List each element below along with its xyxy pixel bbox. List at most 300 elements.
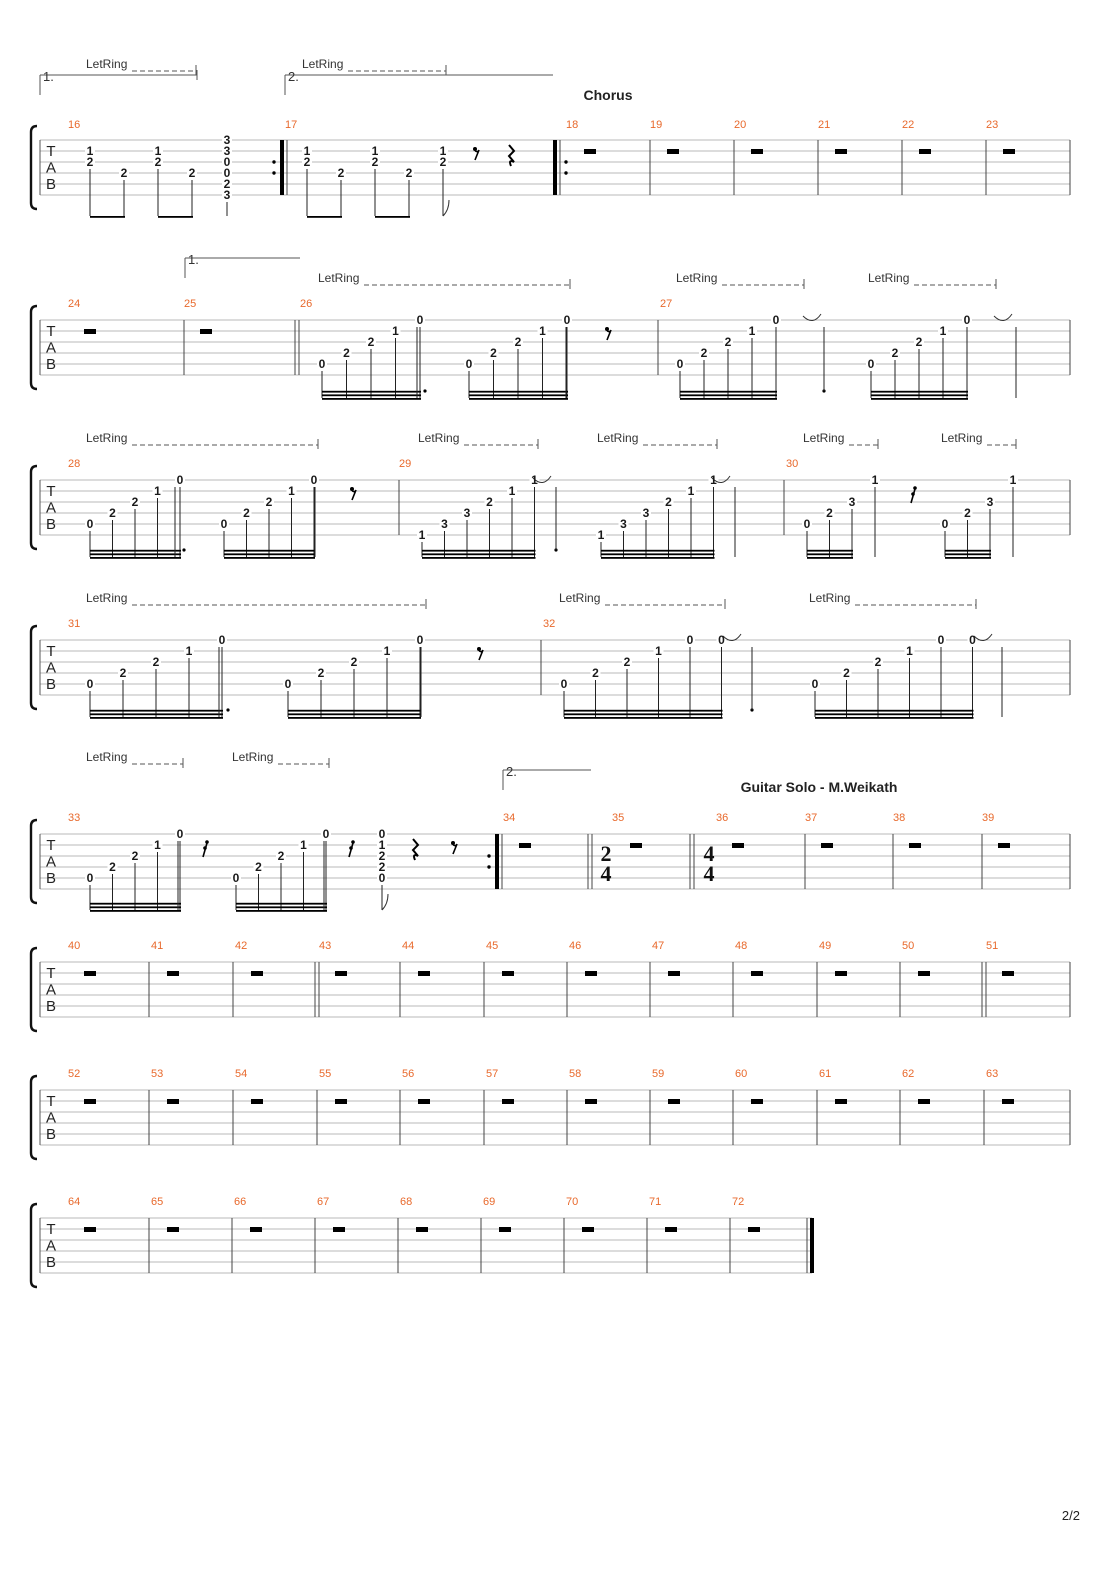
fret-number: 2 bbox=[243, 506, 250, 520]
fret-number: 2 bbox=[724, 335, 732, 349]
measure-number: 47 bbox=[652, 940, 665, 952]
let-ring-label: LetRing bbox=[559, 591, 601, 605]
system-bracket bbox=[31, 948, 37, 1031]
fret-number: 1 bbox=[86, 144, 94, 158]
fret-number: 0 bbox=[220, 517, 228, 531]
fret-number: 0 bbox=[718, 633, 725, 647]
eighth-beam bbox=[90, 216, 125, 218]
whole-rest bbox=[502, 1099, 514, 1104]
fret-number: 0 bbox=[310, 473, 318, 487]
sixteenth-beam bbox=[601, 557, 715, 559]
sixteenth-beam bbox=[90, 910, 181, 912]
final-barline-thick bbox=[810, 1218, 814, 1273]
measure-number: 61 bbox=[819, 1068, 832, 1080]
sixteenth-beam bbox=[288, 717, 421, 719]
fret-number: 2 bbox=[964, 506, 971, 520]
repeat-dot bbox=[564, 160, 567, 163]
sixteenth-beam bbox=[945, 553, 991, 555]
fret-number: 0 bbox=[86, 517, 94, 531]
sixteenth-beam bbox=[469, 391, 568, 393]
fret-number: 1 bbox=[687, 484, 695, 498]
sixteenth-beam bbox=[224, 550, 315, 552]
system-bracket bbox=[31, 820, 37, 903]
whole-rest bbox=[1002, 971, 1014, 976]
measure-number: 70 bbox=[566, 1196, 579, 1208]
sixteenth-beam bbox=[601, 553, 715, 555]
fret-number: 2 bbox=[154, 155, 162, 169]
measure-number: 60 bbox=[735, 1068, 748, 1080]
sixteenth-beam bbox=[236, 910, 327, 912]
fret-number: 0 bbox=[811, 677, 819, 691]
fret-number: 2 bbox=[874, 655, 882, 669]
whole-rest bbox=[1002, 1099, 1014, 1104]
fret-number: 1 bbox=[710, 473, 717, 487]
sixteenth-rest-head bbox=[349, 846, 353, 850]
sixteenth-beam bbox=[322, 391, 421, 393]
measure-number: 52 bbox=[68, 1068, 81, 1080]
fret-number: 1 bbox=[383, 644, 391, 658]
let-ring-label: LetRing bbox=[86, 750, 128, 764]
sixteenth-beam bbox=[224, 553, 315, 555]
volta-number: 2. bbox=[288, 69, 299, 84]
fret-number: 0 bbox=[284, 677, 292, 691]
sixteenth-beam bbox=[469, 394, 568, 396]
whole-rest bbox=[1003, 149, 1015, 154]
tab-letter-b: B bbox=[45, 870, 57, 887]
measure-number: 30 bbox=[786, 458, 799, 470]
fret-number: 1 bbox=[906, 644, 913, 658]
measure-number: 34 bbox=[503, 812, 516, 824]
whole-rest bbox=[333, 1227, 345, 1232]
fret-number: 0 bbox=[867, 357, 875, 371]
tab-letter-a: A bbox=[45, 1237, 57, 1255]
measure-number: 24 bbox=[68, 298, 81, 310]
measure-number: 54 bbox=[235, 1068, 248, 1080]
repeat-dot bbox=[487, 854, 490, 857]
let-ring-label: LetRing bbox=[868, 271, 910, 285]
sixteenth-beam bbox=[815, 717, 974, 719]
let-ring-label: LetRing bbox=[318, 271, 360, 285]
sixteenth-beam bbox=[90, 710, 223, 712]
system-bracket bbox=[31, 1204, 37, 1287]
fret-number: 3 bbox=[223, 188, 231, 202]
fret-number: 0 bbox=[318, 357, 326, 371]
fret-number: 2 bbox=[109, 860, 116, 874]
fret-number: 0 bbox=[963, 313, 971, 327]
repeat-end-barline bbox=[280, 140, 284, 195]
tab-letter-b: B bbox=[45, 516, 57, 533]
tab-letter-b: B bbox=[45, 1254, 57, 1271]
fret-number: 2 bbox=[350, 655, 358, 669]
tab-letter-t: T bbox=[46, 965, 56, 982]
fret-number: 2 bbox=[514, 335, 522, 349]
whole-rest bbox=[167, 1099, 179, 1104]
system-bracket bbox=[31, 466, 37, 549]
fret-number: 1 bbox=[154, 838, 161, 852]
whole-rest bbox=[335, 1099, 347, 1104]
whole-rest bbox=[918, 971, 930, 976]
fret-number: 2 bbox=[255, 860, 262, 874]
repeat-dot bbox=[564, 171, 567, 174]
sixteenth-rest-head bbox=[351, 840, 355, 844]
measure-number: 66 bbox=[234, 1196, 247, 1208]
sixteenth-beam bbox=[288, 713, 421, 715]
fret-number: 2 bbox=[623, 655, 631, 669]
whole-rest bbox=[732, 843, 744, 848]
measure-number: 25 bbox=[184, 298, 197, 310]
sixteenth-beam bbox=[680, 391, 777, 393]
tab-letter-a: A bbox=[45, 853, 57, 871]
system-bracket bbox=[31, 306, 37, 389]
fret-number: 1 bbox=[539, 324, 546, 338]
time-signature-numerator: 4 bbox=[703, 841, 715, 866]
eighth-rest-head bbox=[350, 487, 354, 491]
let-ring-label: LetRing bbox=[418, 431, 460, 445]
sixteenth-beam bbox=[422, 550, 536, 552]
eighth-rest-head bbox=[477, 647, 481, 651]
fret-number: 0 bbox=[969, 633, 976, 647]
whole-rest bbox=[909, 843, 921, 848]
measure-number: 49 bbox=[819, 940, 832, 952]
fret-number: 1 bbox=[871, 473, 879, 487]
let-ring-label: LetRing bbox=[302, 57, 344, 71]
fret-number: 1 bbox=[154, 144, 162, 158]
measure-number: 28 bbox=[68, 458, 81, 470]
measure-number: 40 bbox=[68, 940, 81, 952]
system-bracket bbox=[31, 626, 37, 709]
tab-letter-a: A bbox=[45, 339, 57, 357]
fret-number: 2 bbox=[592, 666, 599, 680]
whole-rest bbox=[919, 149, 931, 154]
whole-rest bbox=[585, 971, 597, 976]
fret-number: 3 bbox=[986, 495, 994, 509]
measure-number: 37 bbox=[805, 812, 818, 824]
eighth-beam bbox=[307, 216, 342, 218]
fret-number: 2 bbox=[265, 495, 273, 509]
whole-rest bbox=[748, 1227, 760, 1232]
measure-number: 64 bbox=[68, 1196, 81, 1208]
whole-rest bbox=[250, 1227, 262, 1232]
whole-rest bbox=[821, 843, 833, 848]
sixteenth-beam bbox=[601, 550, 715, 552]
sixteenth-beam bbox=[90, 553, 181, 555]
fret-number: 0 bbox=[223, 166, 231, 180]
sixteenth-beam bbox=[90, 717, 223, 719]
whole-rest bbox=[84, 971, 96, 976]
whole-rest bbox=[84, 329, 96, 334]
whole-rest bbox=[200, 329, 212, 334]
measure-number: 21 bbox=[818, 119, 831, 131]
fret-number: 1 bbox=[748, 324, 756, 338]
whole-rest bbox=[251, 971, 263, 976]
measure-number: 32 bbox=[543, 618, 556, 630]
fret-number: 2 bbox=[378, 849, 386, 863]
sixteenth-beam bbox=[422, 557, 536, 559]
fret-number: 2 bbox=[120, 166, 128, 180]
fret-number: 1 bbox=[1009, 473, 1017, 487]
whole-rest bbox=[167, 971, 179, 976]
fret-number: 2 bbox=[891, 346, 899, 360]
measure-number: 53 bbox=[151, 1068, 164, 1080]
whole-rest bbox=[519, 843, 531, 848]
sixteenth-beam bbox=[680, 394, 777, 396]
tab-letter-b: B bbox=[45, 676, 57, 693]
tab-letter-b: B bbox=[45, 176, 57, 193]
tab-letter-a: A bbox=[45, 159, 57, 177]
sixteenth-beam bbox=[815, 710, 974, 712]
fret-number: 0 bbox=[223, 155, 231, 169]
measure-number: 62 bbox=[902, 1068, 915, 1080]
measure-number: 18 bbox=[566, 119, 579, 131]
fret-number: 0 bbox=[176, 827, 184, 841]
sixteenth-beam bbox=[871, 391, 968, 393]
tab-letter-a: A bbox=[45, 659, 57, 677]
sixteenth-beam bbox=[224, 557, 315, 559]
sixteenth-beam bbox=[945, 550, 991, 552]
measure-number: 36 bbox=[716, 812, 729, 824]
whole-rest bbox=[751, 1099, 763, 1104]
fret-number: 2 bbox=[915, 335, 923, 349]
measure-number: 26 bbox=[300, 298, 313, 310]
sixteenth-beam bbox=[815, 713, 974, 715]
fret-number: 2 bbox=[119, 666, 127, 680]
whole-rest bbox=[585, 1099, 597, 1104]
eighth-beam bbox=[158, 216, 193, 218]
fret-number: 3 bbox=[223, 144, 231, 158]
measure-number: 67 bbox=[317, 1196, 330, 1208]
time-signature-denominator: 4 bbox=[600, 861, 612, 886]
augmentation-dot bbox=[226, 708, 229, 711]
fret-number: 1 bbox=[288, 484, 295, 498]
fret-number: 2 bbox=[131, 849, 139, 863]
whole-rest bbox=[167, 1227, 179, 1232]
sixteenth-beam bbox=[564, 717, 723, 719]
augmentation-dot bbox=[182, 548, 185, 551]
fret-number: 1 bbox=[418, 528, 426, 542]
whole-rest bbox=[667, 149, 679, 154]
volta-number: 1. bbox=[43, 69, 54, 84]
fret-number: 0 bbox=[465, 357, 473, 371]
fret-number: 1 bbox=[531, 473, 538, 487]
fret-number: 2 bbox=[405, 166, 413, 180]
fret-number: 1 bbox=[303, 144, 311, 158]
note-flag bbox=[443, 200, 449, 216]
measure-number: 23 bbox=[986, 119, 999, 131]
measure-number: 72 bbox=[732, 1196, 745, 1208]
volta-number: 2. bbox=[506, 764, 517, 779]
measure-number: 59 bbox=[652, 1068, 665, 1080]
fret-number: 0 bbox=[86, 677, 94, 691]
fret-number: 2 bbox=[131, 495, 139, 509]
whole-rest bbox=[835, 971, 847, 976]
whole-rest bbox=[418, 971, 430, 976]
measure-number: 48 bbox=[735, 940, 748, 952]
whole-rest bbox=[335, 971, 347, 976]
let-ring-label: LetRing bbox=[941, 431, 983, 445]
whole-rest bbox=[918, 1099, 930, 1104]
fret-number: 0 bbox=[416, 633, 424, 647]
whole-rest bbox=[84, 1099, 96, 1104]
sixteenth-beam bbox=[322, 398, 421, 400]
measure-number: 22 bbox=[902, 119, 915, 131]
whole-rest bbox=[751, 149, 763, 154]
measure-number: 50 bbox=[902, 940, 915, 952]
fret-number: 3 bbox=[620, 517, 627, 531]
sixteenth-beam bbox=[680, 398, 777, 400]
fret-number: 3 bbox=[223, 133, 231, 147]
sixteenth-rest-head bbox=[203, 846, 207, 850]
measure-number: 56 bbox=[402, 1068, 415, 1080]
measure-number: 27 bbox=[660, 298, 673, 310]
measure-number: 29 bbox=[399, 458, 412, 470]
fret-number: 1 bbox=[439, 144, 447, 158]
measure-number: 16 bbox=[68, 119, 81, 131]
tab-letter-t: T bbox=[46, 143, 56, 160]
fret-number: 0 bbox=[322, 827, 330, 841]
fret-number: 0 bbox=[563, 313, 571, 327]
sixteenth-beam bbox=[236, 906, 327, 908]
fret-number: 3 bbox=[642, 506, 650, 520]
measure-number: 38 bbox=[893, 812, 906, 824]
sixteenth-beam bbox=[322, 394, 421, 396]
fret-number: 2 bbox=[486, 495, 493, 509]
measure-number: 68 bbox=[400, 1196, 413, 1208]
let-ring-label: LetRing bbox=[676, 271, 718, 285]
system-bracket bbox=[31, 126, 37, 209]
fret-number: 1 bbox=[154, 484, 161, 498]
volta-number: 1. bbox=[188, 252, 199, 267]
measure-number: 44 bbox=[402, 940, 415, 952]
let-ring-label: LetRing bbox=[803, 431, 845, 445]
sixteenth-beam bbox=[236, 903, 327, 905]
fret-number: 0 bbox=[218, 633, 226, 647]
whole-rest bbox=[418, 1099, 430, 1104]
whole-rest bbox=[668, 1099, 680, 1104]
whole-rest bbox=[751, 971, 763, 976]
tab-letter-b: B bbox=[45, 998, 57, 1015]
tab-letter-a: A bbox=[45, 1109, 57, 1127]
sixteenth-rest-head bbox=[911, 492, 915, 496]
fret-number: 0 bbox=[676, 357, 684, 371]
sixteenth-beam bbox=[945, 557, 991, 559]
fret-number: 2 bbox=[343, 346, 350, 360]
tab-letter-t: T bbox=[46, 1093, 56, 1110]
repeat-start-barline bbox=[553, 140, 557, 195]
tab-letter-b: B bbox=[45, 356, 57, 373]
repeat-dot bbox=[272, 160, 275, 163]
repeat-end-barline bbox=[495, 834, 499, 889]
sixteenth-beam bbox=[288, 710, 421, 712]
tab-letter-t: T bbox=[46, 1221, 56, 1238]
measure-number: 55 bbox=[319, 1068, 332, 1080]
measure-number: 31 bbox=[68, 618, 81, 630]
whole-rest bbox=[998, 843, 1010, 848]
let-ring-label: LetRing bbox=[86, 57, 128, 71]
measure-number: 63 bbox=[986, 1068, 999, 1080]
fret-number: 1 bbox=[597, 528, 605, 542]
sixteenth-beam bbox=[90, 906, 181, 908]
fret-number: 2 bbox=[439, 155, 447, 169]
whole-rest bbox=[835, 1099, 847, 1104]
fret-number: 2 bbox=[700, 346, 708, 360]
fret-number: 2 bbox=[337, 166, 345, 180]
sixteenth-beam bbox=[871, 394, 968, 396]
fret-number: 1 bbox=[508, 484, 516, 498]
fret-number: 2 bbox=[277, 849, 285, 863]
whole-rest bbox=[630, 843, 642, 848]
sixteenth-beam bbox=[90, 550, 181, 552]
system-bracket bbox=[31, 1076, 37, 1159]
section-chorus: Chorus bbox=[583, 87, 633, 103]
measure-number: 19 bbox=[650, 119, 663, 131]
fret-number: 0 bbox=[772, 313, 780, 327]
fret-number: 0 bbox=[416, 313, 424, 327]
fret-number: 1 bbox=[392, 324, 399, 338]
fret-number: 2 bbox=[371, 155, 379, 169]
tab-letter-a: A bbox=[45, 499, 57, 517]
quarter-rest bbox=[413, 839, 418, 860]
eighth-rest-head bbox=[605, 327, 609, 331]
fret-number: 2 bbox=[367, 335, 375, 349]
notation-graphics bbox=[31, 65, 1070, 1287]
whole-rest bbox=[584, 149, 596, 154]
tab-letter-t: T bbox=[46, 483, 56, 500]
let-ring-label: LetRing bbox=[597, 431, 639, 445]
time-signature-denominator: 4 bbox=[703, 861, 715, 886]
measure-number: 57 bbox=[486, 1068, 499, 1080]
whole-rest bbox=[416, 1227, 428, 1232]
let-ring-label: LetRing bbox=[86, 431, 128, 445]
sixteenth-beam bbox=[90, 557, 181, 559]
sixteenth-beam bbox=[422, 553, 536, 555]
fret-number: 2 bbox=[223, 177, 231, 191]
fret-number: 0 bbox=[941, 517, 949, 531]
measure-number: 41 bbox=[151, 940, 164, 952]
measure-number: 58 bbox=[569, 1068, 582, 1080]
fret-number: 2 bbox=[188, 166, 196, 180]
sixteenth-beam bbox=[90, 903, 181, 905]
fret-number: 0 bbox=[232, 871, 240, 885]
fret-number: 0 bbox=[686, 633, 694, 647]
fret-number: 3 bbox=[463, 506, 471, 520]
tab-letter-t: T bbox=[46, 837, 56, 854]
measure-number: 35 bbox=[612, 812, 625, 824]
eighth-rest-head bbox=[473, 147, 477, 151]
measure-number: 51 bbox=[986, 940, 999, 952]
note-flag bbox=[382, 894, 388, 910]
measure-number: 42 bbox=[235, 940, 248, 952]
tab-letter-b: B bbox=[45, 1126, 57, 1143]
quarter-rest bbox=[509, 145, 514, 166]
fret-number: 2 bbox=[378, 860, 386, 874]
fret-number: 2 bbox=[665, 495, 672, 509]
sixteenth-beam bbox=[807, 557, 853, 559]
measure-number: 17 bbox=[285, 119, 298, 131]
fret-number: 1 bbox=[371, 144, 379, 158]
fret-number: 0 bbox=[86, 871, 94, 885]
whole-rest bbox=[251, 1099, 263, 1104]
fret-number: 2 bbox=[826, 506, 833, 520]
let-ring-label: LetRing bbox=[232, 750, 274, 764]
fret-number: 2 bbox=[86, 155, 94, 169]
measure-number: 43 bbox=[319, 940, 332, 952]
let-ring-label: LetRing bbox=[809, 591, 851, 605]
whole-rest bbox=[582, 1227, 594, 1232]
fret-number: 1 bbox=[939, 324, 947, 338]
fret-number: 3 bbox=[848, 495, 856, 509]
fret-number: 2 bbox=[109, 506, 116, 520]
section-guitar-solo: Guitar Solo - M.Weikath bbox=[740, 779, 898, 795]
